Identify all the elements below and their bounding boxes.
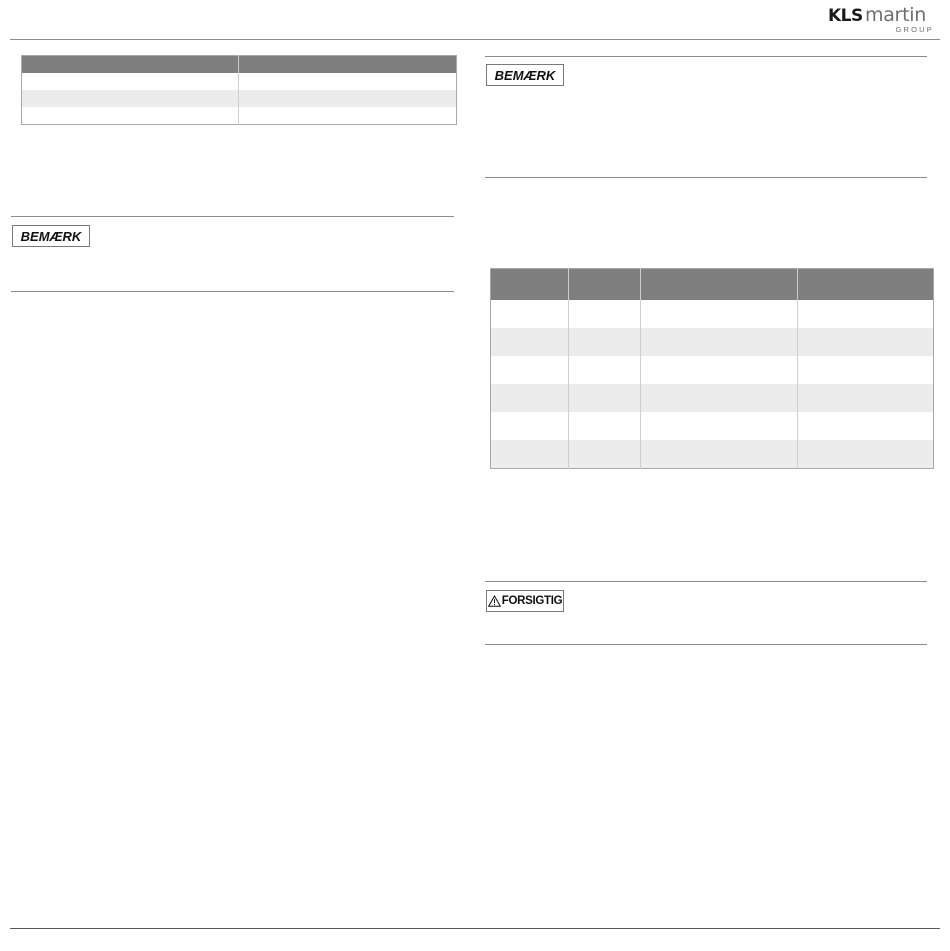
warning-triangle-icon: [488, 595, 501, 607]
caution-bottom-rule: [485, 644, 927, 645]
table-header-row: [491, 269, 934, 301]
table-row: [491, 328, 934, 356]
note-label: BEMÆRK: [12, 225, 90, 247]
table-row: [22, 73, 457, 90]
note-bottom-rule: [11, 291, 454, 292]
note-bottom-rule: [485, 177, 927, 178]
note-label: BEMÆRK: [486, 64, 564, 86]
table-row: [22, 90, 457, 107]
logo-group-text: GROUP: [895, 25, 934, 34]
logo-kls-text: KLS: [828, 6, 863, 26]
caution-label: FORSIGTIG: [501, 595, 563, 607]
table-row: [491, 356, 934, 384]
caution-label-box: [486, 590, 564, 612]
table-row: [491, 300, 934, 328]
footer-divider: [10, 928, 940, 929]
note-top-rule: [485, 56, 927, 57]
right-table: [490, 268, 934, 469]
table-header-row: [22, 56, 457, 74]
note-top-rule: [11, 216, 454, 217]
table-row: [22, 107, 457, 125]
header-divider: [10, 39, 940, 40]
left-table: [21, 55, 457, 125]
caution-top-rule: [485, 581, 927, 582]
logo-martin-text: martin: [865, 4, 926, 26]
table-row: [491, 384, 934, 412]
table-row: [491, 412, 934, 440]
kls-martin-logo: [828, 6, 938, 36]
table-row: [491, 440, 934, 469]
